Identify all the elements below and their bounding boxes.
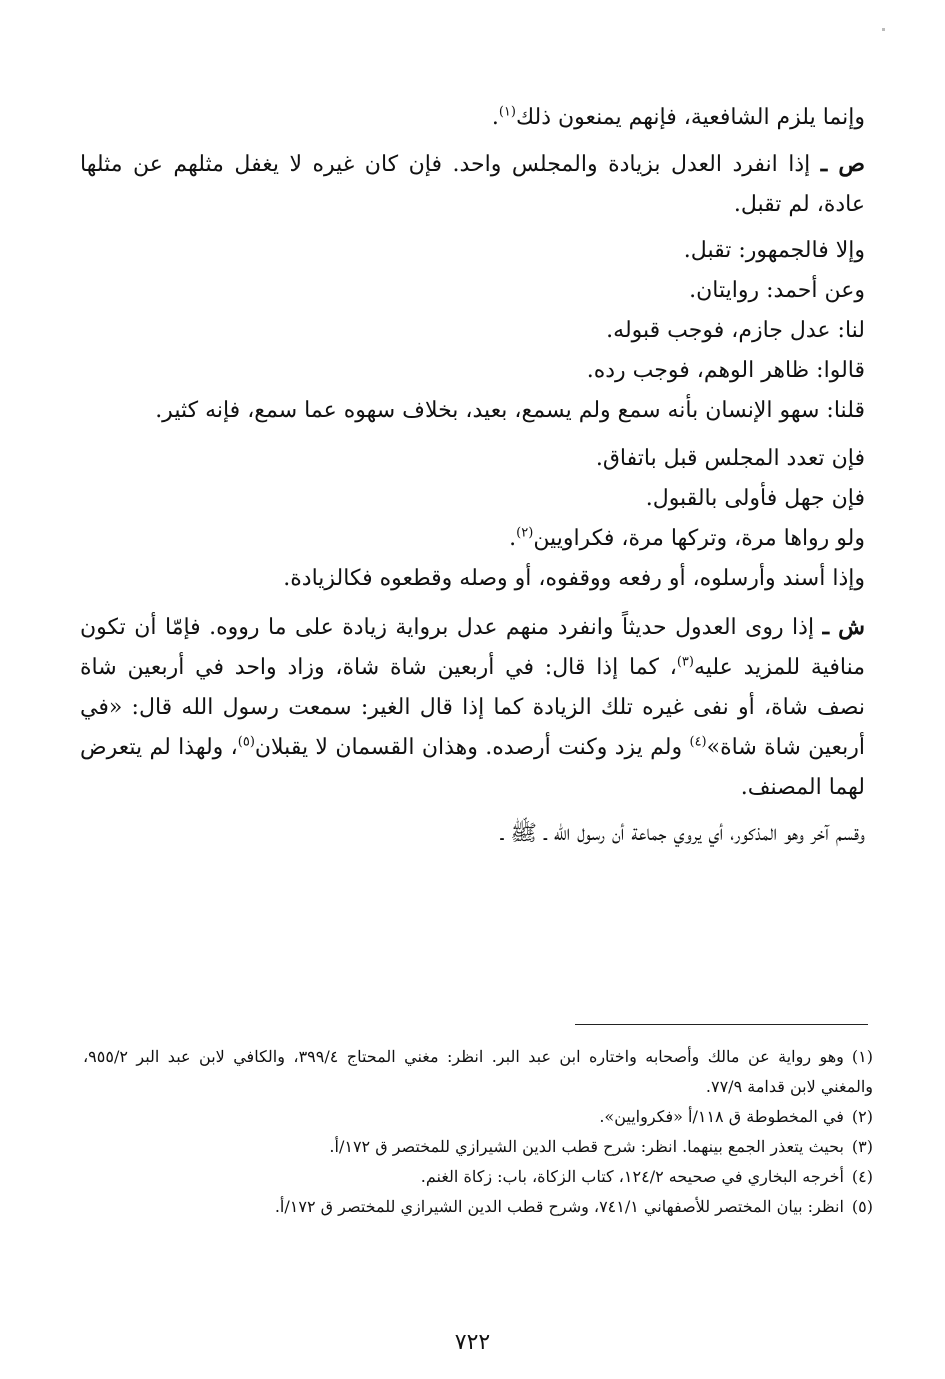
page-number: ٧٢٢ — [454, 1330, 491, 1355]
shin-text-2: ، كما إذا قال: في أربعين شاة شاة، وزاد واحد في أربعين شاة نصف شاة، أو نفى غيره تلك الزيادة كما إذا قال الغير: سمعت رسول الله قال: «في أربعين شاة شاة» — [80, 655, 865, 760]
footnote-ref-5[interactable]: (٥) — [237, 734, 255, 750]
arguments-block — [80, 231, 865, 431]
shin-marker: ش ـ — [822, 614, 865, 640]
footnote-5 — [83, 1192, 873, 1222]
footnote-ref-2[interactable]: (٢) — [516, 525, 534, 541]
footnote-1 — [83, 1042, 873, 1102]
footnote-text: وهو رواية عن مالك وأصحابه واختاره ابن عبد البر. انظر: مغني المحتاج ٣٩٩/٤، والكافي لابن عبد البر ٩٥٥/٢، والمغني لابن قدامة ٧٧/٩. — [83, 1047, 873, 1096]
footnote-ref-3[interactable]: (٣) — [676, 654, 694, 670]
argument-line: وإلا فالجمهور: تقبل. — [683, 238, 865, 263]
footnote-separator — [575, 1024, 868, 1025]
intro-paragraph — [80, 98, 865, 138]
last-line: وقسم آخر وهو المذكور، أي يروي جماعة أن رسول الله ـ ﷺ ـ — [500, 821, 865, 846]
footnotes — [83, 1042, 873, 1222]
footnote-number: (١) — [851, 1047, 874, 1066]
intro-end: . — [491, 105, 499, 130]
condition-line: فإن جهل فأولى بالقبول. — [645, 486, 865, 511]
footnote-number: (٢) — [851, 1107, 873, 1126]
condition-line — [80, 519, 865, 559]
shin-text-1: إذا روى العدول حديثاً وانفرد منهم عدل برواية زيادة على ما رووه. فإمّا أن تكون منافية للمزيد عليه — [80, 615, 866, 680]
footnote-text: في المخطوطة ق ١١٨/أ «فكروايين». — [599, 1107, 844, 1126]
argument-line: قالوا: ظاهر الوهم، فوجب رده. — [586, 358, 865, 383]
sad-marker: ص ـ — [820, 151, 866, 177]
argument-line: لنا: عدل جازم، فوجب قبوله. — [606, 318, 865, 343]
footnote-2 — [83, 1102, 873, 1132]
condition-text: ولو رواها مرة، وتركها مرة، فكراويين — [533, 526, 865, 551]
intro-text: وإنما يلزم الشافعية، فإنهم يمنعون ذلك — [515, 105, 865, 130]
footnote-text: بحيث يتعذر الجمع بينهما. انظر: شرح قطب الدين الشيرازي للمختصر ق ١٧٢/أ. — [329, 1137, 844, 1156]
conditions-block — [80, 439, 865, 599]
footnote-text: أخرجه البخاري في صحيحه ١٢٤/٢، كتاب الزكاة، باب: زكاة الغنم. — [420, 1167, 844, 1186]
footnote-ref-4[interactable]: (٤) — [689, 734, 707, 750]
shin-text-3: ولم يزد وكنت أرصده. وهذان القسمان لا يقبلان — [254, 735, 690, 760]
argument-line: وعن أحمد: روايتان. — [689, 278, 865, 303]
margin-mark — [882, 28, 885, 31]
condition-line: فإن تعدد المجلس قبل باتفاق. — [595, 446, 865, 471]
footnote-text: انظر: بيان المختصر للأصفهاني ٧٤١/١، وشرح قطب الدين الشيرازي للمختصر ق ١٧٢/أ. — [274, 1197, 844, 1216]
condition-line: وإذا أسند وأرسلوه، أو رفعه ووقفوه، أو وصله وقطعوه فكالزيادة. — [283, 566, 865, 591]
shin-paragraph — [80, 607, 865, 808]
footnote-4 — [83, 1162, 873, 1192]
footnote-number: (٤) — [851, 1167, 873, 1186]
sad-text: إذا انفرد العدل بزيادة والمجلس واحد. فإن كان غيره لا يغفل مثلهم عن مثلها عادة، لم تقبل. — [80, 152, 865, 217]
condition-end: . — [509, 526, 517, 551]
sad-paragraph — [80, 144, 865, 225]
main-text — [80, 98, 865, 860]
footnote-number: (٥) — [851, 1197, 873, 1216]
footnote-3 — [83, 1132, 873, 1162]
footnote-ref-1[interactable]: (١) — [498, 104, 516, 120]
shin-text-4: ، ولهذا لم يتعرض لهما المصنف. — [80, 735, 865, 800]
argument-line: قلنا: سهو الإنسان بأنه سمع ولم يسمع، بعيد، بخلاف سهوه عما سمع، فإنه كثير. — [155, 398, 865, 423]
footnote-number: (٣) — [851, 1137, 873, 1156]
